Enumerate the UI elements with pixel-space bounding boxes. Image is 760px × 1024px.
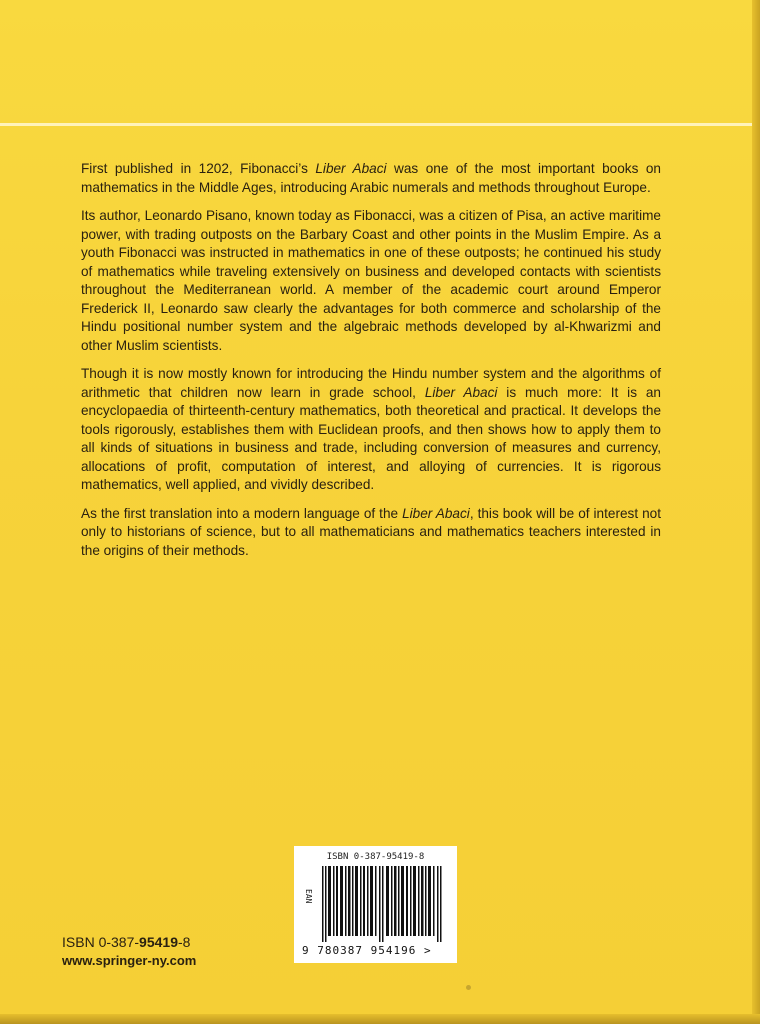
barcode-isbn-label: ISBN 0-387-95419-8 (326, 852, 425, 862)
publisher-url: www.springer-ny.com (62, 953, 197, 968)
blurb-text (81, 160, 661, 570)
top-divider-line (0, 123, 752, 126)
barcode-ean-label: EAN (304, 889, 313, 904)
cover-speck (466, 985, 471, 990)
cover-bottom-edge (0, 1014, 760, 1024)
isbn-label: ISBN 0-387-95419-8 (62, 934, 191, 950)
barcode-bars (322, 866, 444, 942)
barcode-digits: 9 780387 954196 > (302, 944, 432, 957)
book-title: Liber Abaci (424, 384, 498, 400)
book-title: Liber Abaci (402, 505, 470, 521)
blurb-paragraph-3: Though it is now mostly known for introducing the Hindu number system and the algorithms of arithmetic that children now learn in grade school, Liber Abaci is much more: It is an encyclopaedia of thirteenth-century mathematics, both theoretical and practical. It develops the tools rigorously, establishes them with Euclidean proofs, and then shows how to apply them to all kinds of situations in business and trade, including conversion of measures and currency, allocations of profit, computation of interest, and alloying of currencies. It is rigorous mathematics, well applied, and vividly described. (81, 366, 661, 492)
barcode-bar-group (322, 866, 442, 942)
book-title: Liber Abaci (315, 161, 387, 176)
blurb-paragraph-4: As the first translation into a modern language of the Liber Abaci, this book will be of interest not only to historians of science, but to all mathematicians and mathematics teachers interested in the origins of their methods. (81, 505, 661, 558)
barcode (294, 846, 457, 963)
blurb-paragraph-1: First published in 1202, Fibonacci’s Liber Abaci was one of the most important books on mathematics in the Middle Ages, introducing Arabic numerals and methods throughout Europe. (81, 161, 661, 195)
cover-right-edge (752, 0, 760, 1024)
blurb-paragraph-2: Its author, Leonardo Pisano, known today as Fibonacci, was a citizen of Pisa, an active maritime power, with trading outposts on the Barbary Coast and other points in the Muslim Empire. As a youth Fibonacci was instructed in mathematics in one of these outposts; he continued his study of mathematics while traveling extensively on business and developed contacts with scientists throughout the Mediterranean world. A member of the academic court around Emperor Frederick II, Leonardo saw clearly the advantages for both commerce and scholarship of the Hindu positional number system and the algebraic methods developed by al-Khwarizmi and other Muslim scientists. (81, 208, 661, 353)
